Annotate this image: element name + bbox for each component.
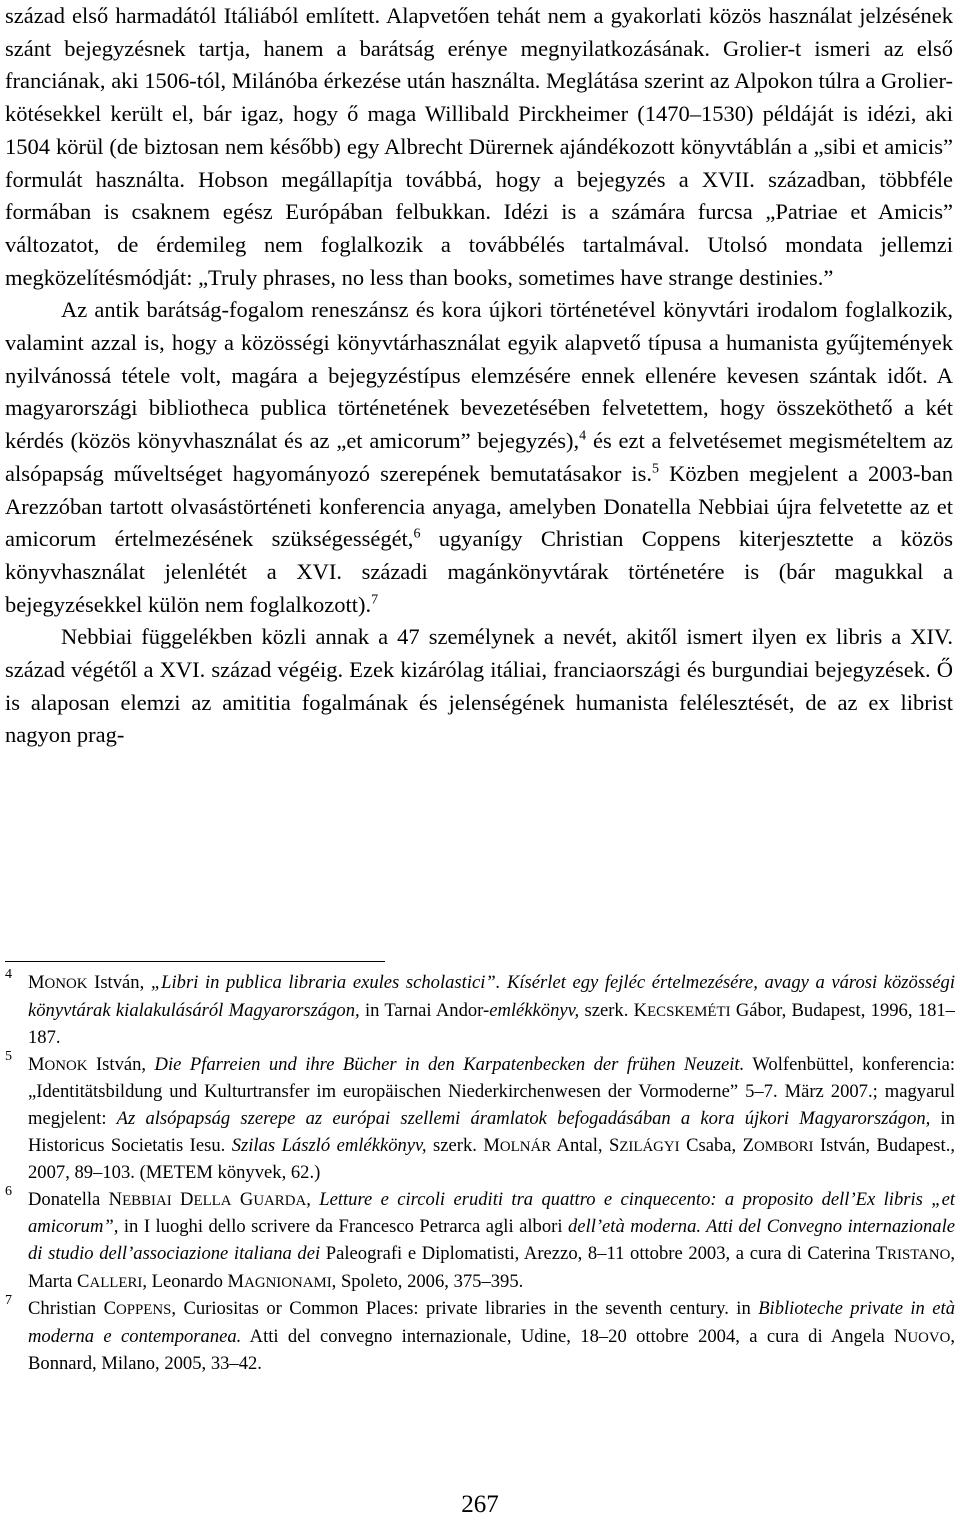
paragraph-2-text-c: Közben megjelent a 2003-ban Arezzóban tartott olvasástörténeti konferencia anyaga, amelyben Donatella Nebbiai újra felvetette az et amicorum értelmezésének szükségességét,	[5, 460, 953, 552]
footnote-6	[0, 1183, 956, 1296]
footnote-number: 4	[5, 967, 12, 982]
footnote-number: 5	[5, 1048, 12, 1064]
fn5-text: Antal, S	[551, 1134, 620, 1156]
fn5-text: István,	[87, 1053, 155, 1075]
footnote-5	[0, 1048, 955, 1187]
fn4-title: „Libri in publica libraria exules scholastici”. Kísérlet egy fejléc értelmezésére, avagy a városi közösségi könyvtárak kialakulásáról Magyarországon,	[28, 972, 956, 1021]
paragraph-2	[5, 294, 953, 621]
fn6-title: , Letture e circoli eruditi tra quattro e cinquecento: a proposito dell’Ex libris „et amicorum”,	[28, 1188, 956, 1238]
fn4-text: István,	[87, 972, 151, 993]
footnote-number: 6	[5, 1183, 12, 1199]
fn6-text: in I luoghi dello scrivere da Francesco Petrarca agli albori	[118, 1216, 568, 1238]
fn5-text: szerk. M	[426, 1134, 500, 1156]
footnote-ref-5[interactable]: 5	[652, 461, 660, 477]
fn4-text: szerk. K	[579, 999, 648, 1021]
fn7-text: , Bonnard, Milano, 2005, 33–42.	[28, 1325, 956, 1375]
fn6-author: EBBIAI	[122, 1192, 172, 1209]
footnote-7	[0, 1293, 956, 1378]
fn4-editor: ECSKEMÉTI	[647, 1003, 731, 1020]
fn7-author: OPPENS	[116, 1302, 172, 1319]
fn6-editor: AGNIONAMI	[244, 1274, 332, 1291]
fn6-text: Paleografi e Diplomatisti, Arezzo, 8–11 ottobre 2003, a cura di Caterina T	[320, 1242, 888, 1264]
fn4-text: in Tarnai Andor-	[359, 999, 490, 1021]
fn6-editor: RISTANO	[887, 1246, 951, 1263]
paragraph-2-text-a: Az antik barátság-fogalom reneszánsz és kora újkori történetével könyvtári irodalom foglalkozik, valamint azzal is, hogy a közösségi könyvtárhasználat egyik alapvető típusa a humanista gyűjtemények nyilvánossá tétele volt, magára a bejegyzéstípus elemzésére ennek ellenére kevesen szántak időt. A magyarországi bibliotheca publica történetének bevezetésében felvetettem, hogy összeköthető a két kérdés (közös könyvhasználat és az „et amicorum” bejegyzés),	[5, 297, 953, 454]
footnote-ref-6[interactable]: 6	[413, 526, 421, 542]
fn6-text: G	[231, 1188, 254, 1210]
fn5-text: Csaba, Z	[679, 1134, 754, 1156]
fn4-title: emlékkönyv,	[489, 999, 580, 1021]
footnote-ref-4[interactable]: 4	[579, 428, 587, 444]
page-number: 267	[461, 1491, 499, 1518]
fn6-text: Donatella N	[28, 1188, 123, 1210]
footnote-number: 7	[5, 1293, 12, 1309]
paragraph-3	[5, 621, 953, 752]
fn6-editor: ALLERI	[89, 1274, 143, 1291]
footnote-ref-7[interactable]: 7	[371, 592, 379, 608]
paragraph-2-text-b: és ezt a felvetésemet megismételtem az alsópapság műveltséget hagyományozó szerepének bemutatásakor is.	[5, 428, 953, 486]
fn7-text: Christian C	[28, 1298, 117, 1320]
fn7-editor: UOVO	[907, 1329, 951, 1346]
footnote-separator	[5, 961, 385, 962]
footnotes	[0, 967, 956, 1378]
fn6-text: D	[171, 1188, 194, 1210]
fn5-text: in Historicus Societatis Iesu.	[28, 1107, 955, 1156]
fn5-editor: ZILÁGYI	[619, 1138, 680, 1155]
fn6-author: ELLA	[193, 1192, 232, 1209]
fn7-text: , Curiositas or Common Places: private libraries in the seventh century. in	[171, 1298, 759, 1320]
fn6-author: UARDA	[253, 1192, 307, 1209]
fn6-title: dell’età moderna. Atti del Convegno internazionale di studio dell’associazione italiana dei	[28, 1216, 955, 1264]
fn7-text: Atti del convegno internazionale, Udine, 18–20 ottobre 2004, a cura di Angela N	[241, 1325, 908, 1347]
fn5-title: Az alsópapság szerepe az európai szellemi áramlatok befogadásában a kora újkori Magyarországon,	[116, 1107, 931, 1129]
fn4-author-initial: M	[28, 972, 45, 993]
fn5-editor: OMBORI	[753, 1138, 814, 1155]
fn6-text: , Marta C	[28, 1242, 955, 1292]
fn5-text: Wolfenbüttel, konferencia: „Identitätsbildung und Kulturtransfer im europäischen Niederkirchenwesen der Vormoderne” 5–7. März 2007.; magyarul megjelent:	[28, 1053, 955, 1129]
fn4-text: Gábor, Budapest, 1996, 181–187.	[28, 999, 955, 1049]
fn5-title: Die Pfarreien und ihre Bücher in den Karpatenbecken der frühen Neuzeit.	[154, 1053, 745, 1075]
fn6-text: , Spoleto, 2006, 375–395.	[331, 1270, 524, 1292]
main-text	[5, 0, 953, 752]
fn7-title: Biblioteche private in età moderna e contemporanea.	[28, 1298, 955, 1347]
fn5-title: Szilas László emlékkönyv,	[231, 1134, 427, 1156]
footnote-4	[0, 967, 956, 1052]
paragraph-1	[5, 0, 953, 294]
paragraph-1-text: század első harmadától Itáliából említett. Alapvetően tehát nem a gyakorlati közös használat jelzésének szánt bejegyzésnek tartja, hanem a barátság erénye megnyilatkozásának. Grolier-t ismeri az első franciának, aki 1506-tól, Milánóba érkezése után használta. Meglátása szerint az Alpokon túlra a Grolier-kötésekkel került el, bár igaz, hogy ő maga Willibald Pirckheimer (1470–1530) példáját is idézi, aki 1504 körül (de biztosan nem később) egy Albrecht Dürernek ajándékozott könyvtáblán a „sibi et amicis” formulát használta. Hobson megállapítja továbbá, hogy a bejegyzés a XVII. században, többféle formában is csaknem egész Európában felbukkan. Idézi is a számára furcsa „Patriae et Amicis” változatot, de érdemileg nem foglalkozik a továbbélés tartalmával. Utolsó mondata jellemzi megközelítésmódját: „Truly phrases, no less than books, sometimes have strange destinies.”	[5, 3, 953, 290]
fn5-author-rest: ONOK	[44, 1057, 88, 1074]
paragraph-3-text: Nebbiai függelékben közli annak a 47 személynek a nevét, akitől ismert ilyen ex libris a XIV. század végétől a XVI. század végéig. Ezek kizárólag itáliai, franciaországi és burgundiai bejegyzések. Ő is alaposan elemzi az amititia fogalmának és jelenségének humanista felélesztését, de az ex librist nagyon prag-	[5, 624, 953, 748]
fn4-author-rest: ONOK	[44, 976, 88, 992]
fn5-text: István, Budapest., 2007, 89–103. (METEM könyvek, 62.)	[28, 1134, 955, 1184]
fn6-text: , Leonardo M	[142, 1270, 245, 1292]
fn5-editor: OLNÁR	[499, 1138, 552, 1155]
fn5-author-initial: M	[28, 1053, 45, 1075]
paragraph-2-text-d: ugyanígy Christian Coppens kiterjesztette a közös könyvhasználat jelenlétét a XVI. századi magánkönyvtárak történetére is (bár magukkal a bejegyzésekkel külön nem foglalkozott).	[5, 526, 953, 617]
